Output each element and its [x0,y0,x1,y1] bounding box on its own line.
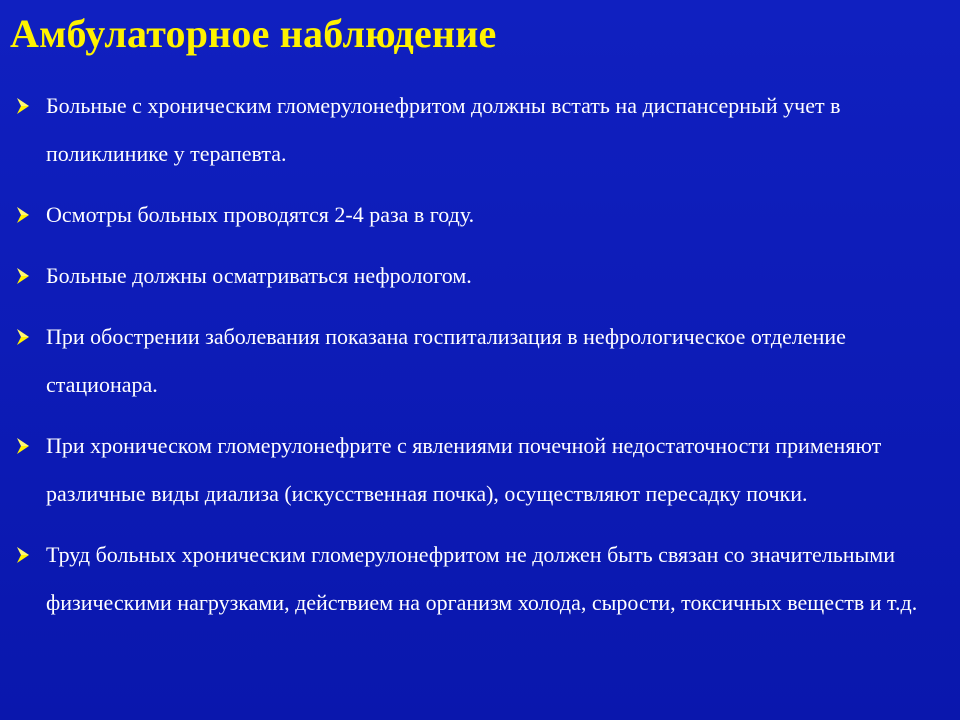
arrowhead-bullet-icon [12,422,34,470]
bullet-text: Больные с хроническим гломерулонефритом должны встать на диспансерный учет в поликлинике у терапевта. [46,93,841,166]
bullet-text: Больные должны осматриваться нефрологом. [46,263,472,288]
bullet-text: Осмотры больных проводятся 2-4 раза в году. [46,202,475,227]
arrowhead-bullet-icon [12,82,34,130]
bullet-item [0,191,960,239]
arrowhead-bullet-icon [12,252,34,300]
bullet-list [0,82,960,640]
bullet-text: Труд больных хроническим гломерулонефритом не должен быть связан со значительными физическими нагрузками, действием на организм холода, сырости, токсичных веществ и т.д. [46,542,918,615]
arrowhead-bullet-icon [12,531,34,579]
bullet-item [0,531,960,627]
bullet-item [0,313,960,409]
bullet-item [0,82,960,178]
arrowhead-bullet-icon [12,191,34,239]
bullet-item [0,252,960,300]
bullet-text: При хроническом гломерулонефрите с явлениями почечной недостаточности применяют различные виды диализа (искусственная почка), осуществляют пересадку почки. [46,433,882,506]
slide-title: Амбулаторное наблюдение [10,11,497,56]
bullet-text: При обострении заболевания показана госпитализация в нефрологическое отделение стационара. [46,324,846,397]
arrowhead-bullet-icon [12,313,34,361]
bullet-item [0,422,960,518]
